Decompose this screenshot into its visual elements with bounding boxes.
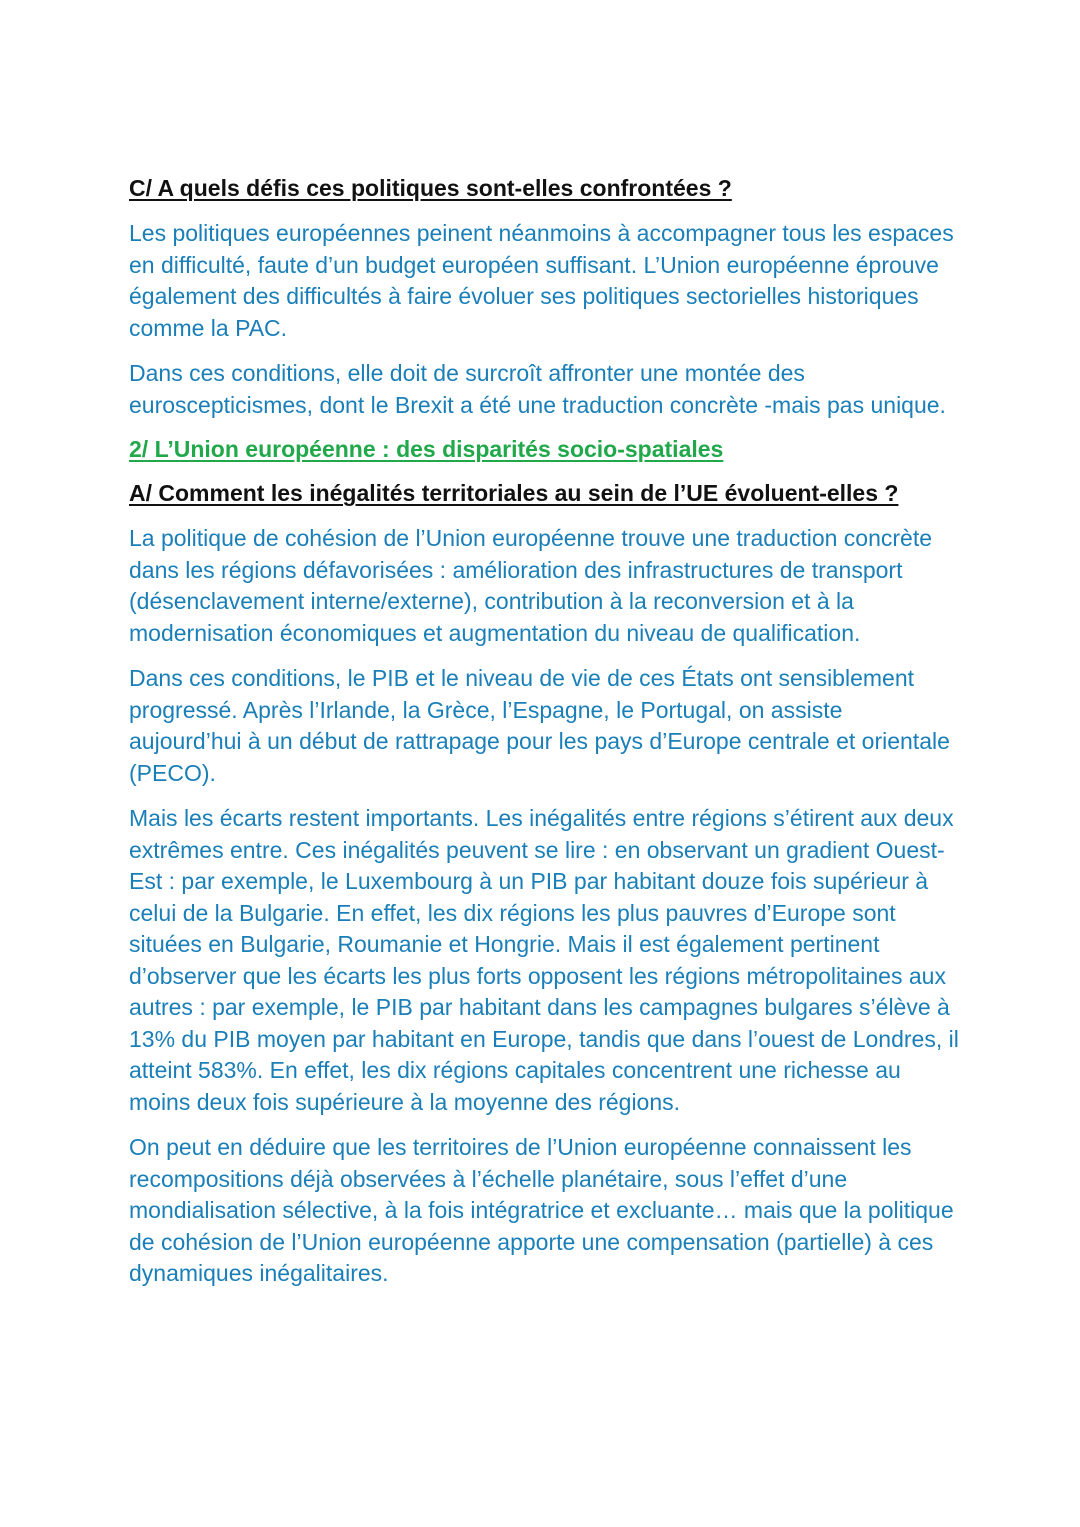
section-a-paragraph-2: Dans ces conditions, le PIB et le niveau de vie de ces États ont sensiblement progressé. Après l’Irlande, la Grèce, l’Espagne, le Portugal, on assiste aujourd’hui à un début de rattrapage pour les pays d’Europe centrale et orientale (PECO).	[129, 665, 950, 786]
section-c-paragraph-1: Les politiques européennes peinent néanmoins à accompagner tous les espaces en difficulté, faute d’un budget européen suffisant. L’Union européenne éprouve également des difficultés à faire évoluer ses politiques sectorielles historiques comme la PAC.	[129, 220, 954, 341]
section-c-heading: C/ A quels défis ces politiques sont-elles confrontées ?	[129, 175, 732, 201]
section-c-paragraph-2: Dans ces conditions, elle doit de surcroît affronter une montée des euroscepticismes, dont le Brexit a été une traduction concrète -mais pas unique.	[129, 360, 946, 418]
document-page	[129, 172, 959, 1290]
part-2-heading: 2/ L’Union européenne : des disparités socio-spatiales	[129, 436, 724, 462]
section-a-paragraph-4: On peut en déduire que les territoires de l’Union européenne connaissent les recompositions déjà observées à l’échelle planétaire, sous l’effet d’une mondialisation sélective, à la fois intégratrice et excluante… mais que la politique de cohésion de l’Union européenne apporte une compensation (partielle) à ces dynamiques inégalitaires.	[129, 1134, 954, 1286]
section-a-paragraph-3: Mais les écarts restent importants. Les inégalités entre régions s’étirent aux deux extrêmes entre. Ces inégalités peuvent se lire : en observant un gradient Ouest-Est : par exemple, le Luxembourg à un PIB par habitant douze fois supérieur à celui de la Bulgarie. En effet, les dix régions les plus pauvres d’Europe sont situées en Bulgarie, Roumanie et Hongrie. Mais il est également pertinent d’observer que les écarts les plus forts opposent les régions métropolitaines aux autres : par exemple, le PIB par habitant dans les campagnes bulgares s’élève à 13% du PIB moyen par habitant en Europe, tandis que dans l’ouest de Londres, il atteint 583%. En effet, les dix régions capitales concentrent une richesse au moins deux fois supérieure à la moyenne des régions.	[129, 805, 959, 1115]
section-a-heading: A/ Comment les inégalités territoriales au sein de l’UE évoluent-elles ?	[129, 480, 899, 506]
section-a-paragraph-1: La politique de cohésion de l’Union européenne trouve une traduction concrète dans les régions défavorisées : amélioration des infrastructures de transport (désenclavement interne/externe), contribution à la reconversion et à la modernisation économiques et augmentation du niveau de qualification.	[129, 525, 933, 646]
